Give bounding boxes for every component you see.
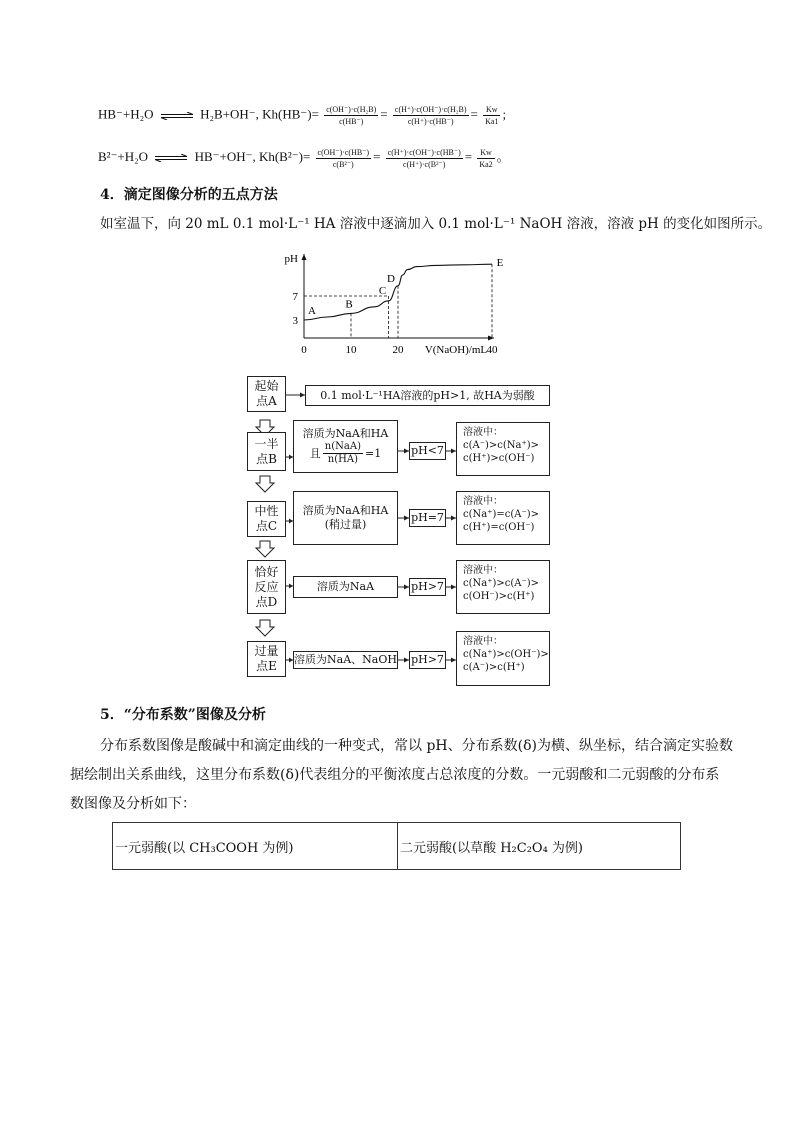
eq2-reactants: B²⁻+H₂O bbox=[98, 149, 149, 164]
point-b-ph: pH<7 bbox=[409, 442, 446, 460]
eq1-reactants: HB⁻+H₂O bbox=[98, 106, 154, 122]
point-d-label: 恰好 反应 点D bbox=[247, 560, 286, 614]
y-axis-label: pH bbox=[284, 253, 298, 265]
eq2-fraction-3: $\frac{Kw}{Ka2}$ bbox=[479, 147, 493, 169]
equilibrium-arrow-icon bbox=[160, 112, 194, 120]
x-tick-label: 0 bbox=[301, 344, 307, 356]
point-e-result: 溶液中： c(Na⁺)>c(OH⁻)> c(A⁻)>c(H⁺) bbox=[456, 631, 550, 686]
table-row bbox=[113, 823, 681, 870]
eq2-fraction-2: $\frac{c(H^+)\cdot c(OH^-)\cdot c(HB^-)}{\text{c(H⁺)·c(B²⁻)}}$ bbox=[387, 147, 461, 169]
table-cell-monoprotic: 一元弱酸(以 CH₃COOH 为例) bbox=[113, 823, 398, 870]
point-a-label: 起始 点A bbox=[247, 376, 286, 412]
point-d-ph: pH>7 bbox=[409, 578, 446, 596]
x-axis-arrow-icon bbox=[488, 336, 494, 341]
point-e-ph: pH>7 bbox=[409, 651, 446, 669]
y-tick-label: 3 bbox=[292, 315, 298, 327]
titration-curve-chart bbox=[280, 246, 510, 358]
eq1-end: ; bbox=[502, 106, 507, 122]
point-d-result: 溶液中： c(Na⁺)>c(A⁻)> c(OH⁻)>c(H⁺) bbox=[456, 560, 550, 614]
point-b-content: 溶质为NaA和HA 且 $\frac{\text{n(NaA)}}{n(HA)}$ =1 bbox=[293, 420, 398, 473]
eq2-fraction-1: $\frac{c(OH^-)\cdot c(HB^-)}{\text{c(B²⁻)}}$ bbox=[317, 147, 370, 169]
point-c-label: 中性 点C bbox=[247, 501, 286, 537]
point-label-b: B bbox=[345, 298, 353, 311]
section-5-para-line-2: 据绘制出关系曲线，这里分布系数(δ)代表组分的平衡浓度占总浓度的分数。一元弱酸和二元弱酸的分布系 bbox=[70, 767, 720, 783]
point-b-result: 溶液中： c(A⁻)>c(Na⁺)> c(H⁺)>c(OH⁻) bbox=[456, 422, 550, 476]
down-arrow-icon bbox=[256, 620, 274, 636]
point-e-content: 溶质为NaA、NaOH bbox=[293, 651, 398, 669]
eq2-end: 。 bbox=[496, 149, 510, 164]
eq1-k-label: Kh(HB⁻)= bbox=[262, 106, 319, 122]
point-c-result: 溶液中： c(Na⁺)=c(A⁻)> c(H⁺)=c(OH⁻) bbox=[456, 491, 550, 545]
point-label-e: E bbox=[496, 257, 504, 270]
section-4-title: 4．滴定图像分析的五点方法 bbox=[100, 187, 278, 203]
x-tick-label: 20 bbox=[392, 344, 404, 356]
y-axis-arrow-icon bbox=[302, 254, 307, 260]
point-label-c: C bbox=[378, 285, 387, 297]
section-5-title: 5．“分布系数”图像及分析 bbox=[100, 707, 266, 723]
down-arrow-icon bbox=[256, 476, 274, 492]
hydrolysis-equation-hb: HB⁻+H₂O H₂B+OH⁻, Kh(HB⁻)= $\frac{\text{c(OH⁻)·c(H₂B)}}{c(HB^-)}$ = $\frac{\text{c(H⁺)·c(OH⁻)·c(H₂B)}}{c(H^+)\cdot c(HB^-)}$ = $\frac{Kw}{Ka1}$ ; bbox=[98, 105, 507, 126]
section-5-para-line-3: 数图像及分析如下： bbox=[70, 796, 196, 812]
eq2-products: HB⁻+OH⁻, bbox=[194, 149, 256, 164]
x-tick-label: 40 bbox=[486, 344, 498, 356]
equilibrium-arrow-icon bbox=[154, 154, 188, 162]
eq2-k-label: Kh(B²⁻)= bbox=[258, 149, 311, 164]
down-arrow-icon bbox=[256, 541, 274, 557]
section-5-para-line-1: 分布系数图像是酸碱中和滴定曲线的一种变式，常以 pH、分布系数(δ)为横、纵坐标，结合滴定实验数 bbox=[100, 738, 733, 754]
eq1-fraction-3: $\frac{Kw}{Ka1}$ bbox=[485, 105, 499, 126]
y-tick-label: 7 bbox=[292, 291, 298, 303]
point-c-ph: pH=7 bbox=[409, 509, 446, 527]
x-axis-label: V(NaOH)/mL bbox=[424, 344, 488, 356]
point-c-content: 溶质为NaA和HA (稍过量) bbox=[293, 491, 398, 545]
eq1-fraction-1: $\frac{\text{c(OH⁻)·c(H₂B)}}{c(HB^-)}$ bbox=[326, 105, 377, 126]
point-a-content: 0.1 mol·L⁻¹HA溶液的pH>1, 故HA为弱酸 bbox=[305, 385, 550, 406]
hydrolysis-equation-b: B²⁻+H₂O HB⁻+OH⁻, Kh(B²⁻)= $\frac{c(OH^-)\cdot c(HB^-)}{\text{c(B²⁻)}}$ = $\frac{c(H^+)\cdot c(OH^-)\cdot c(HB^-)}{\text{c(H⁺)·c(B²⁻)}}$ = $\frac{Kw}{Ka2}$ 。 bbox=[98, 147, 510, 169]
eq1-products: H₂B+OH⁻, bbox=[200, 106, 259, 122]
point-b-label: 一半 点B bbox=[247, 432, 286, 471]
section-4-intro: 如室温下，向 20 mL 0.1 mol·L⁻¹ HA 溶液中逐滴加入 0.1 mol·L⁻¹ NaOH 溶液，溶液 pH 的变化如图所示。 bbox=[100, 216, 772, 232]
distribution-table bbox=[112, 822, 681, 870]
eq1-fraction-2: $\frac{\text{c(H⁺)·c(OH⁻)·c(H₂B)}}{c(H^+)\cdot c(HB^-)}$ bbox=[394, 105, 467, 126]
point-label-d: D bbox=[387, 272, 395, 285]
point-d-content: 溶质为NaA bbox=[293, 576, 398, 598]
five-point-flowchart bbox=[247, 375, 550, 689]
point-e-label: 过量 点E bbox=[247, 641, 286, 677]
table-cell-diprotic: 二元弱酸(以草酸 H₂C₂O₄ 为例) bbox=[398, 823, 681, 870]
x-tick-label: 10 bbox=[345, 344, 357, 356]
point-label-a: A bbox=[308, 305, 316, 317]
